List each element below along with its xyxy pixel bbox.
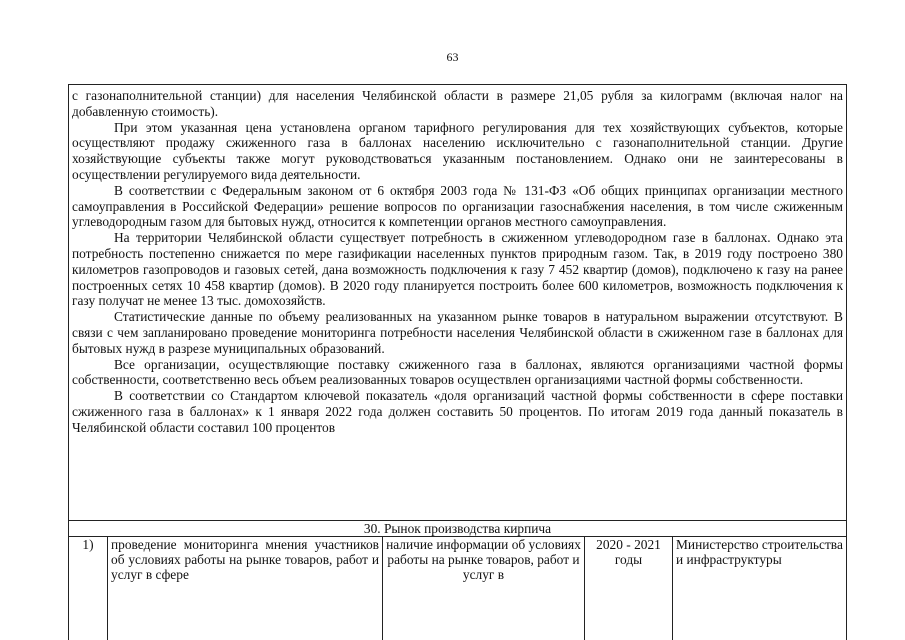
responsible-cell: Министерство строительства и инфраструктуры xyxy=(676,537,843,568)
table-row xyxy=(69,536,846,640)
result-cell: наличие информации об условиях работы на рынке товаров, работ и услуг в xyxy=(383,536,585,640)
paragraph-1: с газонаполнительной станции) для населения Челябинской области в размере 21,05 рубля за килограмм (включая налог на добавленную стоимость). xyxy=(72,88,843,119)
section-title: 30. Рынок производства кирпича xyxy=(69,520,846,537)
action-cell: проведение мониторинга мнения участников об условиях работы на рынке товаров, работ и услуг в сфере xyxy=(108,536,383,640)
paragraph-3: В соответствии с Федеральным законом от 6 октября 2003 года № 131-ФЗ «Об общих принципах организации местного самоуправления в Российской Федерации» решение вопросов по организации газоснабжения населения, в том числе сжиженным углеводородным газом для бытовых нужд, относится к компетенции органов местного самоуправления. xyxy=(72,182,843,230)
paragraph-5: Статистические данные по объему реализованных на указанном рынке товаров в натуральном выражении отсутствуют. В связи с чем запланировано проведение мониторинга потребности населения Челябинской области в сжиженном газе в баллонах для бытовых нужд в разрезе муниципальных образований. xyxy=(72,309,843,356)
paragraph-7: В соответствии со Стандартом ключевой показатель «доля организаций частной формы собственности в сфере поставки сжиженного газа в баллонах» к 1 января 2022 года должен составить 50 процентов. По итогам 2019 года данный показатель в Челябинской области составил 100 процентов xyxy=(72,388,843,435)
document-frame xyxy=(68,84,847,640)
page-number: 63 xyxy=(446,50,459,64)
period-cell: 2020 - 2021 годы xyxy=(585,536,673,640)
text-block xyxy=(72,88,843,436)
row-number-cell: 1) xyxy=(69,536,108,640)
paragraph-6: Все организации, осуществляющие поставку сжиженного газа в баллонах, являются организациями частной формы собственности, соответственно весь объем реализованных товаров осуществлен организациями частной формы собственности. xyxy=(72,356,843,388)
paragraph-2: При этом указанная цена установлена органом тарифного регулирования для тех хозяйствующих субъектов, которые осуществляют продажу сжиженного газа в баллонах населению исключительно с газонаполнительной станции. Другие хозяйствующие субъекты также могут руководствоваться указанным постановлением. Однако они не заинтересованы в осуществлении регулируемого вида деятельности. xyxy=(72,119,843,182)
paragraph-4: На территории Челябинской области существует потребность в сжиженном углеводородном газе в баллонах. Однако эта потребность постепенно снижается по мере газификации населенных пунктов природным газом. Так, в 2019 году построено 380 километров газопроводов и газовых сетей, дана возможность подключения к газу 7 452 квартир (домов), подключено к газу на ранее построенных сетях 10 458 квартир (домов). В 2020 году планируется построить более 600 километров, возможность подключения к газу получат не менее 13 тыс. домохозяйств. xyxy=(72,230,843,309)
